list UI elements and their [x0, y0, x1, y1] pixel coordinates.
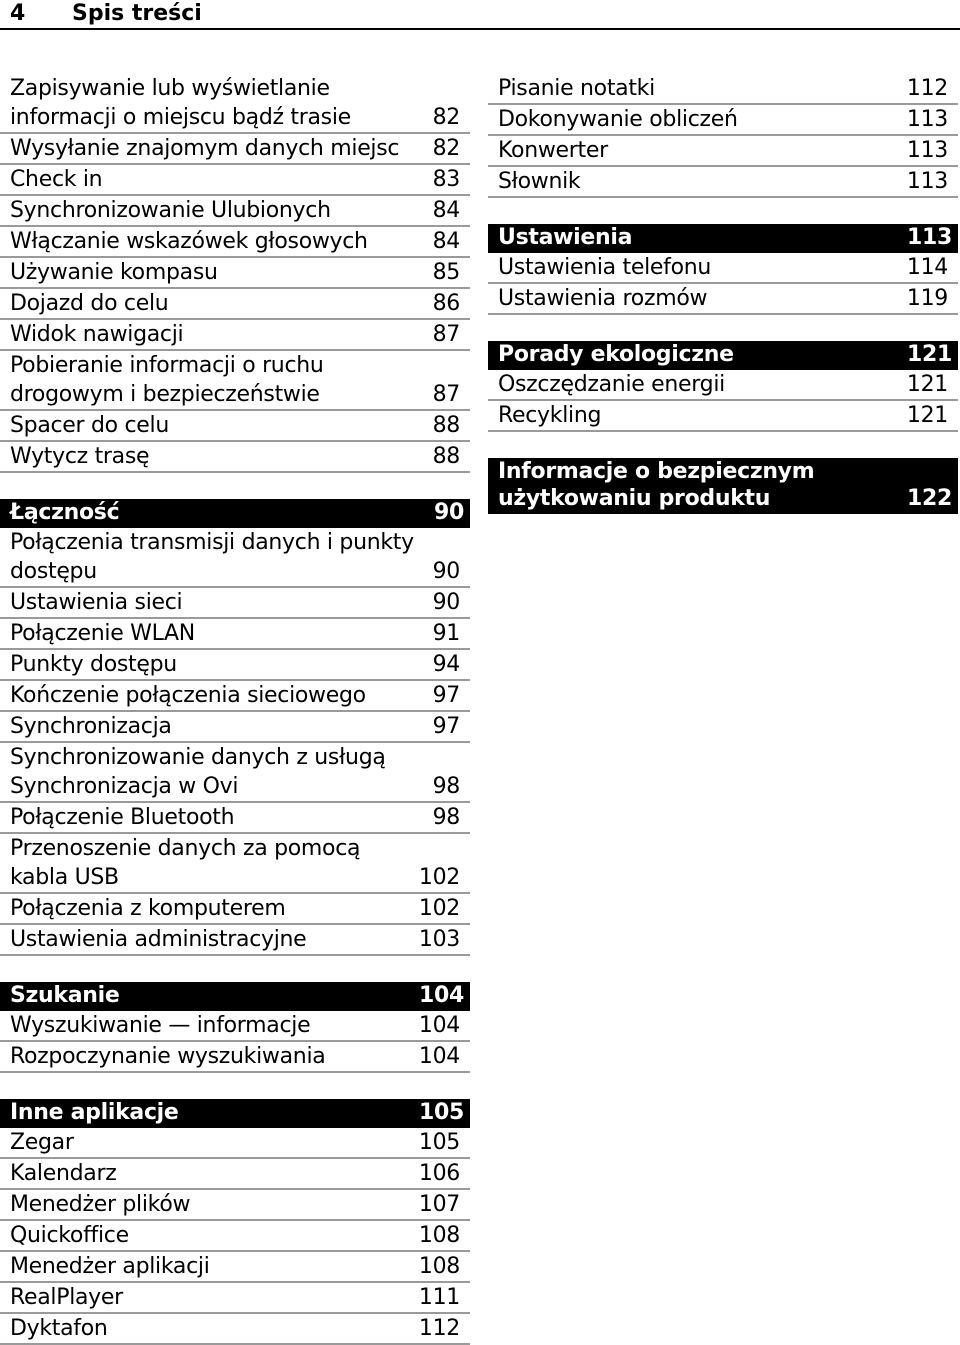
toc-left-column — [0, 74, 470, 1345]
toc-entry-page: 112 — [418, 1316, 460, 1341]
toc-entry-page: 87 — [432, 382, 460, 407]
toc-entry[interactable] — [488, 370, 958, 401]
section-heading-title: Szukanie — [10, 983, 120, 1008]
toc-entry-page: 121 — [906, 403, 948, 428]
toc-entry-title: Recykling — [498, 403, 602, 428]
toc-entry[interactable] — [488, 105, 958, 136]
toc-entry-page: 94 — [432, 652, 460, 677]
page-header — [0, 0, 960, 30]
toc-entry-page: 84 — [432, 198, 460, 223]
toc-entry[interactable] — [0, 1159, 470, 1190]
toc-entry[interactable] — [0, 1314, 470, 1345]
toc-entry[interactable] — [0, 1042, 470, 1073]
toc-entry-title: Połączenia z komputerem — [10, 896, 286, 921]
toc-entry-page: 97 — [432, 714, 460, 739]
toc-entry-page: 88 — [432, 444, 460, 469]
page-number: 4 — [10, 1, 26, 26]
toc-entry-title: Włączanie wskazówek głosowych — [10, 229, 368, 254]
toc-entry-title: Przenoszenie danych za pomocą kabla USB — [10, 836, 361, 890]
toc-entry[interactable] — [0, 1128, 470, 1159]
toc-entry[interactable] — [0, 619, 470, 650]
section-heading-lacznosc[interactable] — [0, 499, 470, 528]
toc-entry-page: 98 — [432, 805, 460, 830]
section-heading-page: 113 — [906, 225, 952, 250]
toc-entry-title: Zegar — [10, 1130, 74, 1155]
toc-entry-page: 102 — [418, 896, 460, 921]
toc-entry[interactable] — [0, 289, 470, 320]
toc-entry[interactable] — [0, 320, 470, 351]
toc-entry-page: 90 — [432, 590, 460, 615]
toc-entry[interactable] — [488, 74, 958, 105]
section-heading-title: Informacje o bezpiecznym użytkowaniu produktu — [498, 459, 815, 511]
section-heading-page: 122 — [906, 486, 952, 511]
toc-entry-title: Synchronizacja — [10, 714, 172, 739]
toc-entry-title: Oszczędzanie energii — [498, 372, 725, 397]
section-heading-porady-ekologiczne[interactable] — [488, 341, 958, 370]
section-heading-informacje-o-bezpiecznym-uzytkowaniu-produktu[interactable] — [488, 458, 958, 514]
toc-entry-title: Dojazd do celu — [10, 291, 169, 316]
toc-entry-page: 83 — [432, 167, 460, 192]
toc-entry-title: Spacer do celu — [10, 413, 169, 438]
toc-entry-page: 104 — [418, 1044, 460, 1069]
toc-entry[interactable] — [0, 442, 470, 473]
toc-entry-page: 104 — [418, 1013, 460, 1038]
toc-entry[interactable] — [0, 894, 470, 925]
toc-entry-page: 88 — [432, 413, 460, 438]
toc-entry-title: Ustawienia administracyjne — [10, 927, 307, 952]
toc-entry-page: 121 — [906, 372, 948, 397]
toc-entry-title: Pisanie notatki — [498, 76, 655, 101]
toc-entry-title: Połączenie WLAN — [10, 621, 195, 646]
toc-entry-title: Dokonywanie obliczeń — [498, 107, 738, 132]
toc-entry-page: 97 — [432, 683, 460, 708]
section-heading-inne-aplikacje[interactable] — [0, 1099, 470, 1128]
toc-entry[interactable] — [0, 803, 470, 834]
toc-entry-page: 111 — [418, 1285, 460, 1310]
toc-entry-page: 84 — [432, 229, 460, 254]
toc-entry-page: 113 — [906, 138, 948, 163]
toc-entry[interactable] — [0, 351, 470, 411]
toc-entry[interactable] — [0, 834, 470, 894]
toc-entry-page: 91 — [432, 621, 460, 646]
toc-entry[interactable] — [488, 401, 958, 432]
toc-entry-page: 114 — [906, 255, 948, 280]
toc-entry-title: Menedżer aplikacji — [10, 1254, 210, 1279]
toc-entry-page: 113 — [906, 169, 948, 194]
toc-entry-title: Wyszukiwanie — informacje — [10, 1013, 311, 1038]
toc-entry-page: 102 — [418, 865, 460, 890]
toc-entry[interactable] — [0, 74, 470, 134]
section-heading-page: 104 — [418, 983, 464, 1008]
toc-entry[interactable] — [0, 411, 470, 442]
toc-entry-page: 82 — [432, 105, 460, 130]
toc-entry[interactable] — [488, 136, 958, 167]
toc-entry-title: Check in — [10, 167, 103, 192]
section-heading-page: 105 — [418, 1100, 464, 1125]
toc-entry-title: Połączenie Bluetooth — [10, 805, 235, 830]
toc-entry-page: 112 — [906, 76, 948, 101]
toc-entry-title: Zapisywanie lub wyświetlanie informacji o miejscu bądź trasie — [10, 76, 351, 130]
toc-entry-page: 103 — [418, 927, 460, 952]
page-title: Spis treści — [72, 1, 202, 26]
toc-entry-title: Kończenie połączenia sieciowego — [10, 683, 366, 708]
toc-entry-title: Dyktafon — [10, 1316, 108, 1341]
toc-entry-page: 85 — [432, 260, 460, 285]
toc-entry-title: Wysyłanie znajomym danych miejsc — [10, 136, 400, 161]
toc-entry-title: Pobieranie informacji o ruchu drogowym i bezpieczeństwie — [10, 353, 324, 407]
toc-entry[interactable] — [488, 167, 958, 198]
toc-entry[interactable] — [0, 1252, 470, 1283]
toc-entry-title: Ustawienia telefonu — [498, 255, 712, 280]
section-heading-page: 121 — [906, 342, 952, 367]
toc-entry[interactable] — [0, 588, 470, 619]
toc-entry-title: Rozpoczynanie wyszukiwania — [10, 1044, 326, 1069]
toc-entry-page: 90 — [432, 559, 460, 584]
toc-entry[interactable] — [0, 681, 470, 712]
toc-entry-title: Widok nawigacji — [10, 322, 184, 347]
toc-entry[interactable] — [488, 284, 958, 315]
section-heading-szukanie[interactable] — [0, 982, 470, 1011]
toc-entry[interactable] — [0, 743, 470, 803]
toc-entry-page: 86 — [432, 291, 460, 316]
toc-entry-page: 108 — [418, 1254, 460, 1279]
toc-entry[interactable] — [0, 134, 470, 165]
section-heading-ustawienia[interactable] — [488, 224, 958, 253]
toc-entry[interactable] — [0, 258, 470, 289]
toc-entry-page: 98 — [432, 774, 460, 799]
section-heading-title: Inne aplikacje — [10, 1100, 179, 1125]
toc-entry-page: 82 — [432, 136, 460, 161]
toc-entry-page: 113 — [906, 107, 948, 132]
toc-entry-page: 105 — [418, 1130, 460, 1155]
toc-entry[interactable] — [0, 712, 470, 743]
toc-entry-title: Używanie kompasu — [10, 260, 218, 285]
toc-entry[interactable] — [0, 1221, 470, 1252]
toc-entry-title: Kalendarz — [10, 1161, 117, 1186]
toc-entry[interactable] — [0, 1011, 470, 1042]
toc-entry-title: Słownik — [498, 169, 581, 194]
toc-entry-title: Konwerter — [498, 138, 608, 163]
toc-entry-page: 108 — [418, 1223, 460, 1248]
toc-entry-title: Menedżer plików — [10, 1192, 191, 1217]
toc-entry-title: Ustawienia sieci — [10, 590, 183, 615]
toc-entry-title: Punkty dostępu — [10, 652, 177, 677]
toc-entry[interactable] — [0, 528, 470, 588]
toc-entry-title: Synchronizowanie danych z usługą Synchronizacja w Ovi — [10, 745, 386, 799]
toc-entry-page: 107 — [418, 1192, 460, 1217]
toc-right-column — [488, 74, 958, 514]
toc-entry[interactable] — [0, 227, 470, 258]
toc-entry-title: Synchronizowanie Ulubionych — [10, 198, 331, 223]
section-heading-title: Łączność — [10, 500, 120, 525]
toc-entry[interactable] — [0, 650, 470, 681]
toc-entry-title: Ustawienia rozmów — [498, 286, 708, 311]
toc-entry-page: 119 — [906, 286, 948, 311]
toc-entry[interactable] — [0, 1283, 470, 1314]
section-heading-title: Porady ekologiczne — [498, 342, 734, 367]
toc-entry-title: Quickoffice — [10, 1223, 129, 1248]
toc-entry-page: 87 — [432, 322, 460, 347]
toc-entry[interactable] — [0, 196, 470, 227]
section-heading-title: Ustawienia — [498, 225, 633, 250]
section-heading-page: 90 — [433, 500, 464, 525]
toc-entry[interactable] — [0, 1190, 470, 1221]
toc-entry[interactable] — [488, 253, 958, 284]
toc-entry-title: Wytycz trasę — [10, 444, 150, 469]
toc-entry-title: Połączenia transmisji danych i punkty dostępu — [10, 530, 414, 584]
toc-entry[interactable] — [0, 925, 470, 956]
toc-entry-title: RealPlayer — [10, 1285, 123, 1310]
toc-entry-page: 106 — [418, 1161, 460, 1186]
toc-entry[interactable] — [0, 165, 470, 196]
